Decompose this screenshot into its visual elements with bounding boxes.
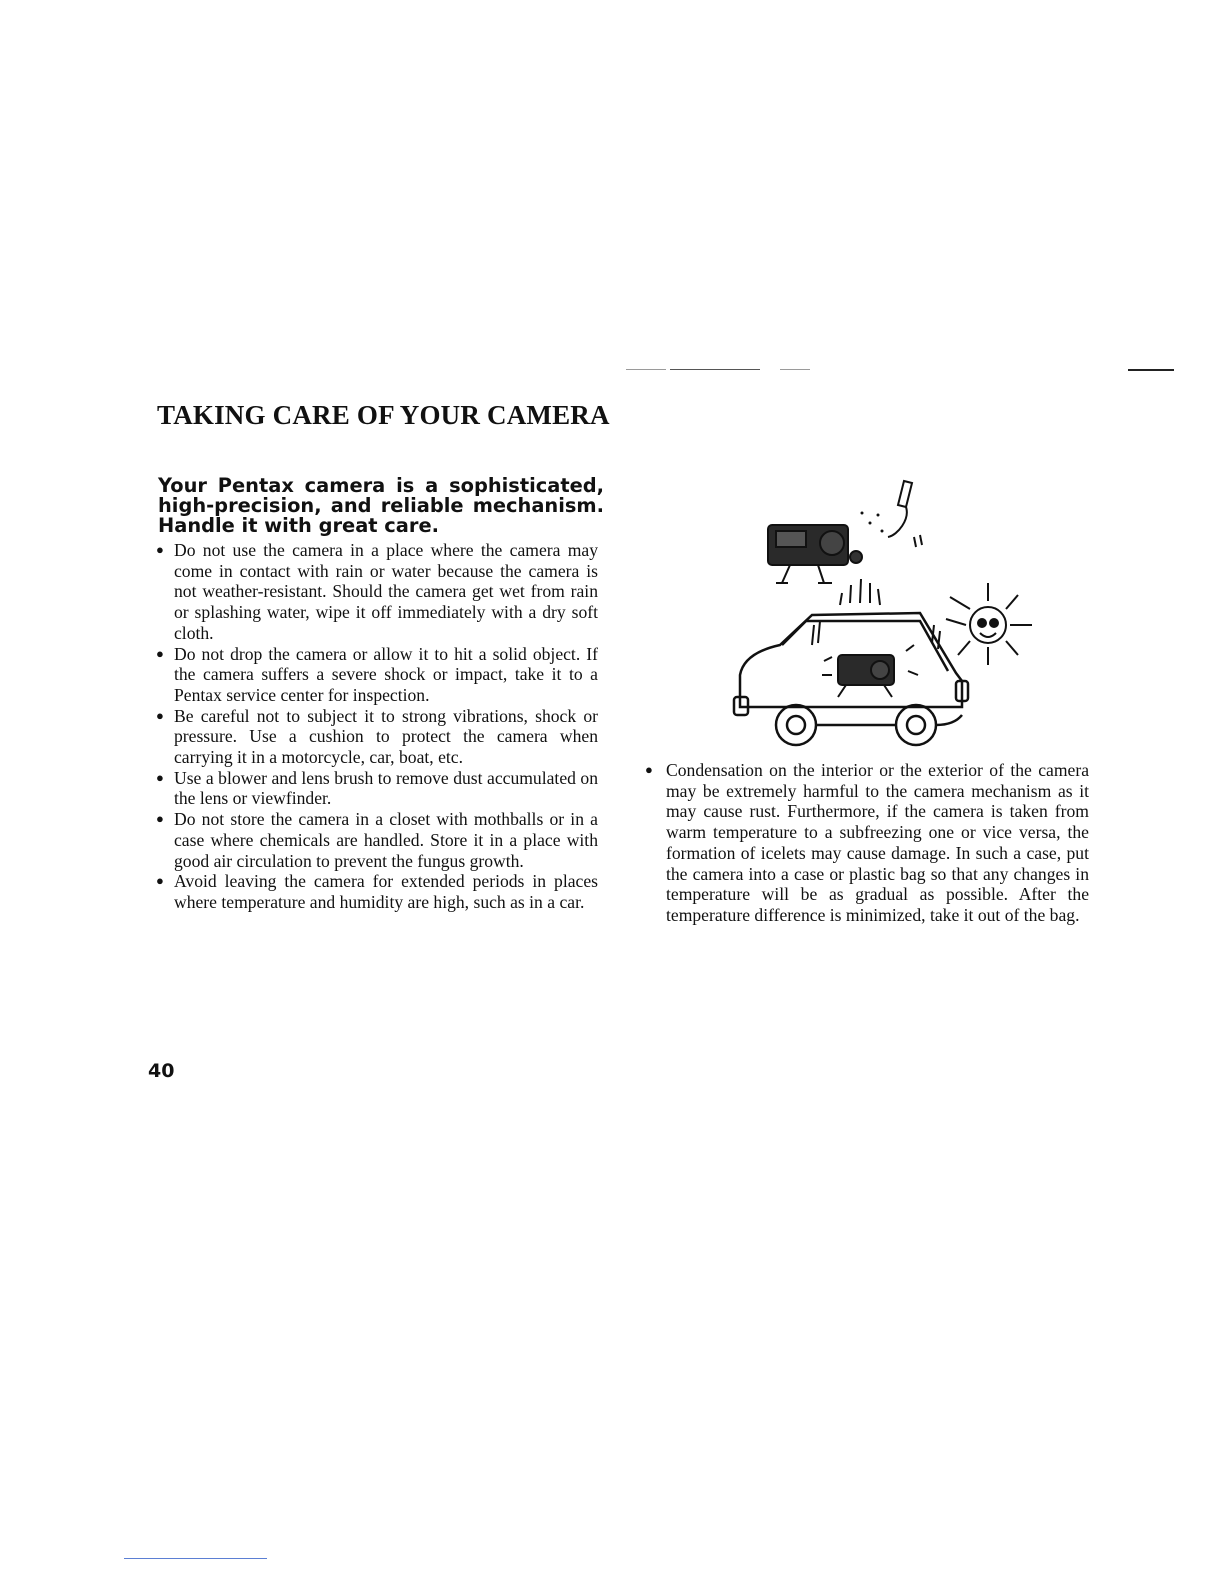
- header-rule: [1128, 369, 1174, 371]
- condensation-paragraph: [645, 760, 1089, 926]
- bullet-icon: ●: [156, 769, 164, 785]
- footer-rule: [124, 1558, 267, 1559]
- list-item-text: Avoid leaving the camera for extended periods in places where temperature and humidity are high, such as in a car.: [174, 871, 598, 912]
- camera-care-illustration: [720, 475, 1050, 755]
- bullet-icon: ●: [645, 762, 653, 777]
- list-item-text: Do not store the camera in a closet with mothballs or in a case where chemicals are handled. Store it in a place with good air circulation to prevent the fungus growth.: [174, 809, 598, 871]
- list-item: [156, 540, 598, 644]
- camera-in-car-cartoon: [822, 645, 918, 697]
- list-item: [156, 809, 598, 871]
- bullet-icon: ●: [156, 811, 164, 827]
- list-item-text: Do not use the camera in a place where the camera may come in contact with rain or water because the camera is not weather-resistant. Should the camera get wet from rain or splashing water, wipe it off immediately with a dry soft cloth.: [174, 540, 598, 643]
- scan-rule-faint-2: [670, 369, 760, 370]
- list-item: [156, 871, 598, 912]
- list-item-text: Use a blower and lens brush to remove dust accumulated on the lens or viewfinder.: [174, 767, 598, 809]
- bullet-icon: ●: [156, 542, 164, 557]
- page-title: TAKING CARE OF YOUR CAMERA: [157, 400, 610, 430]
- intro-paragraph: [158, 476, 604, 536]
- scan-rule-faint-1: [626, 369, 666, 370]
- camera-brush-cartoon: [768, 481, 922, 583]
- bullet-icon: ●: [156, 873, 164, 889]
- intro-line: Handle it with great care.: [158, 514, 439, 537]
- condensation-text: Condensation on the interior or the exterior of the camera may be extremely harmful to the camera mechanism as it may cause rust. Furthermore, if the camera is taken from warm temperature to a subfreezing one or vice versa, the formation of icelets may cause damage. In such a case, put the camera into a case or plastic bag so that any changes in temperature will be as gradual as possible. After the temperature difference is minimized, take it out of the bag.: [666, 760, 1089, 925]
- list-item-text: Be careful not to subject it to strong vibrations, shock or pressure. Use a cushion to protect the camera when carrying it in a motorcycle, car, boat, etc.: [174, 705, 598, 768]
- page-number: 40: [148, 1060, 175, 1082]
- intro-line: high-precision, and reliable mechanism.: [158, 494, 604, 517]
- scan-rule-faint-3: [780, 369, 810, 370]
- list-item: [156, 768, 598, 809]
- list-item-text: Do not drop the camera or allow it to hit a solid object. If the camera suffers a severe shock or impact, take it to a Pentax service center for inspection.: [174, 643, 598, 705]
- intro-line: Your Pentax camera is a sophisticated,: [158, 474, 604, 497]
- care-instructions-list: [156, 540, 598, 913]
- bullet-icon: ●: [156, 645, 164, 661]
- list-item: [156, 644, 598, 706]
- sun-face-icon: [946, 583, 1032, 665]
- bullet-icon: ●: [156, 707, 164, 723]
- list-item: [156, 706, 598, 768]
